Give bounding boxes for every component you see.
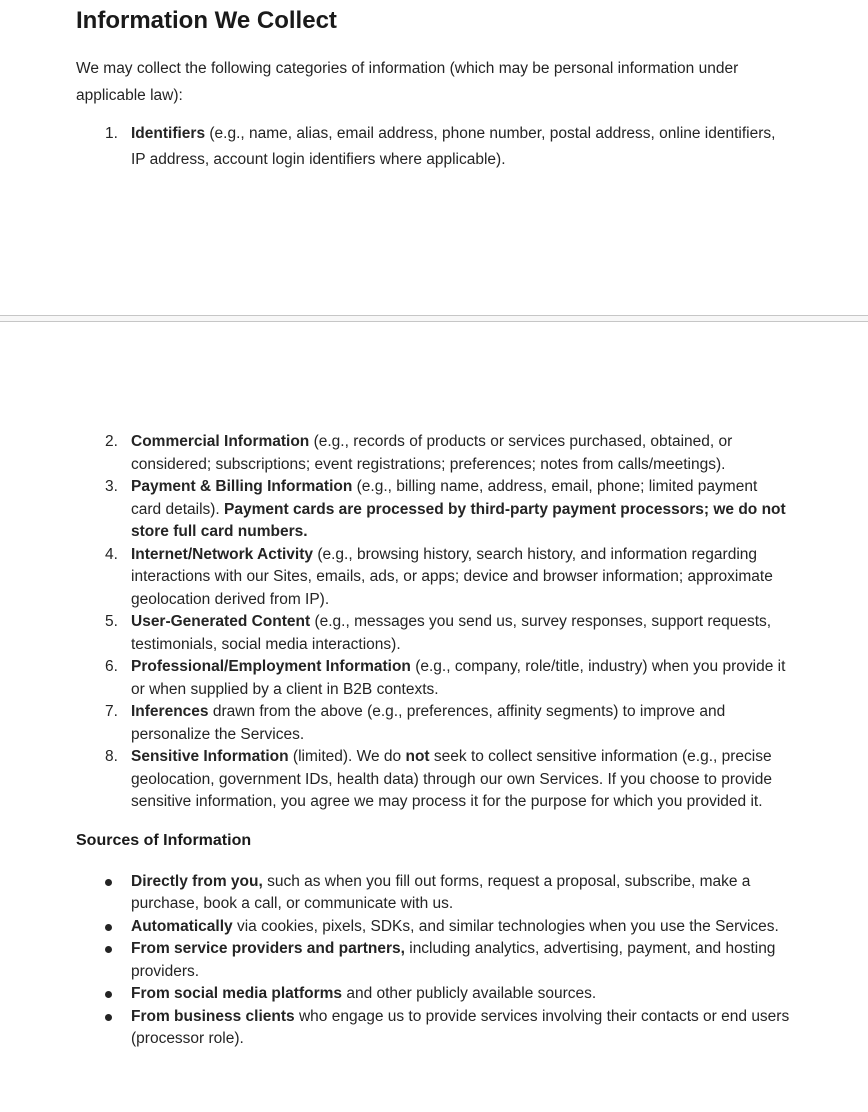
intro-paragraph: We may collect the following categories of information (which may be personal information under applicable law): (76, 60, 739, 104)
page-break-separator (0, 315, 868, 322)
list-item (76, 938, 790, 983)
numbered-list-part-1 (76, 121, 790, 173)
bullet-marker (105, 938, 131, 953)
text-segment: Payment cards are processed by third-party payment processors; we do not store full card numbers. (131, 500, 786, 540)
text-segment: Payment & Billing Information (131, 478, 353, 495)
list-number: 4. (105, 545, 118, 563)
text-segment: Internet/Network Activity (131, 545, 314, 563)
list-item (76, 871, 790, 916)
text-segment: User-Generated Content (131, 613, 311, 630)
list-item-text (131, 656, 790, 701)
list-item (76, 983, 790, 1006)
text-segment: From service providers and partners, (131, 940, 405, 957)
text-segment: such as when you fill out forms, request a proposal, subscribe, make a purchase, book a call, or communicate with us. (131, 872, 751, 912)
page-title: Information We Collect (76, 7, 337, 34)
bullet-icon (105, 946, 112, 953)
text-segment: Sensitive Information (131, 748, 289, 765)
text-segment: who engage us to provide services involving their contacts or end users (processor role). (131, 1007, 790, 1047)
list-item-text (131, 611, 790, 656)
list-number: 5. (105, 613, 118, 630)
text-segment: (e.g., records of products or services purchased, obtained, or considered; subscriptions; event registrations; preferences; notes from calls/meetings). (131, 433, 733, 473)
document-page-2 (0, 322, 868, 1112)
list-item (76, 431, 790, 476)
list-item-text (131, 916, 790, 939)
text-segment: (limited). We do (288, 748, 406, 765)
bullet-marker (105, 983, 131, 998)
text-segment: (e.g., name, alias, email address, phone number, postal address, online identifiers, IP address, account login identifiers where applicable). (131, 125, 776, 168)
list-item (76, 544, 790, 612)
list-item-text (131, 1006, 790, 1051)
text-segment: From social media platforms (131, 985, 343, 1002)
bullet-icon (105, 1014, 112, 1021)
list-item-text (131, 431, 790, 476)
bullet-marker (105, 871, 131, 886)
list-item (76, 701, 790, 746)
bullet-icon (105, 924, 112, 931)
sources-heading: Sources of Information (76, 831, 252, 849)
list-number: 1. (105, 125, 118, 142)
list-item (76, 916, 790, 939)
bullet-marker (105, 916, 131, 931)
list-number: 6. (105, 658, 118, 675)
list-item-text (131, 746, 790, 814)
text-segment: Professional/Employment Information (131, 658, 411, 675)
document-page-1 (0, 0, 868, 315)
list-number: 3. (105, 478, 118, 495)
list-item (76, 746, 790, 814)
bullet-icon (105, 879, 112, 886)
text-segment: Identifiers (131, 125, 206, 142)
numbered-list-part-2 (76, 431, 790, 814)
bullet-marker (105, 1006, 131, 1021)
list-item-text (131, 121, 790, 173)
list-number: 8. (105, 748, 118, 765)
list-item (76, 1006, 790, 1051)
text-segment: not (405, 748, 430, 765)
list-number: 7. (105, 703, 118, 720)
list-item (76, 476, 790, 544)
list-item (76, 611, 790, 656)
text-segment: (e.g., messages you send us, survey responses, support requests, testimonials, social media interactions). (131, 613, 772, 653)
list-item (76, 656, 790, 701)
text-segment: and other publicly available sources. (342, 985, 597, 1002)
text-segment: From business clients (131, 1007, 295, 1025)
text-segment: Commercial Information (131, 433, 310, 450)
text-segment: via cookies, pixels, SDKs, and similar technologies when you use the Services. (232, 917, 779, 935)
list-item-text (131, 544, 790, 612)
list-item-text (131, 983, 790, 1006)
list-item-text (131, 938, 790, 983)
text-segment: (e.g., billing name, address, email, phone; limited payment card details). (131, 478, 758, 518)
list-item-text (131, 701, 790, 746)
text-segment: drawn from the above (e.g., preferences, affinity segments) to improve and personalize the Services. (131, 703, 726, 743)
list-item-text (131, 871, 790, 916)
list-item (76, 121, 790, 173)
text-segment: Directly from you, (131, 872, 263, 890)
text-segment: Inferences (131, 703, 209, 720)
list-item-text (131, 476, 790, 544)
text-segment: (e.g., browsing history, search history, and information regarding interactions with our Sites, emails, ads, or apps; device and browser information; approximate geolocation derived from IP). (131, 545, 773, 608)
text-segment: Automatically (131, 917, 233, 935)
sources-bullet-list (76, 871, 790, 1051)
list-number: 2. (105, 433, 118, 450)
text-segment: seek to collect sensitive information (e.g., precise geolocation, government IDs, health data) through our own Services. If you choose to provide sensitive information, you agree we may process it for the purpose for which you provided it. (131, 748, 773, 810)
text-segment: including analytics, advertising, payment, and hosting providers. (131, 940, 776, 980)
text-segment: (e.g., company, role/title, industry) when you provide it or when supplied by a client in B2B contexts. (131, 658, 786, 698)
bullet-icon (105, 991, 112, 998)
